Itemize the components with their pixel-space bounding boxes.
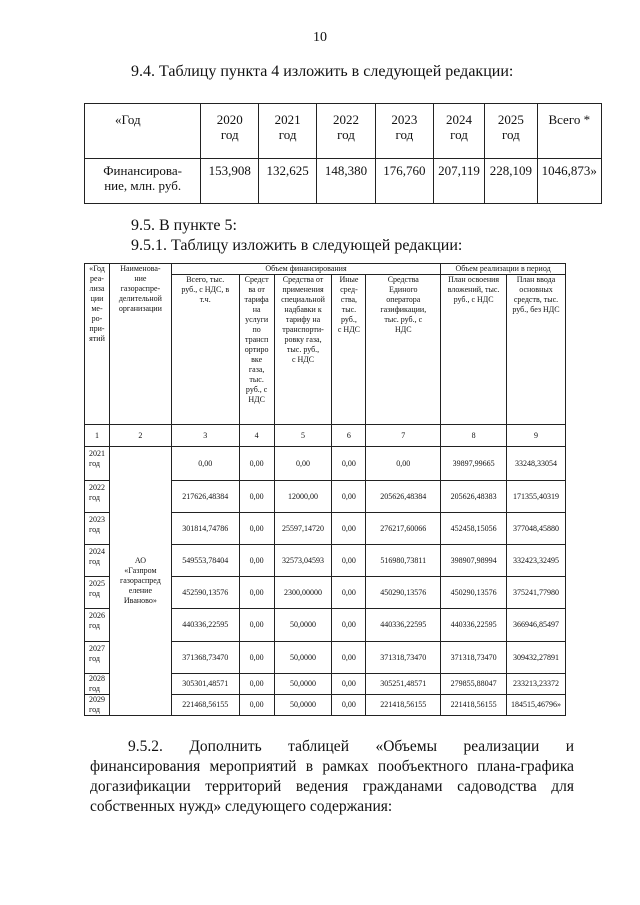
column-number: 6: [332, 425, 366, 447]
column-number: 8: [441, 425, 507, 447]
table-cell: 332423,32495: [507, 545, 566, 577]
table-header-cell: 2024 год: [433, 104, 484, 159]
table-cell: 233213,23372: [507, 674, 566, 695]
page-number: 10: [313, 30, 327, 45]
table-cell: 450290,13576: [366, 577, 441, 609]
table-cell: 0,00: [332, 695, 366, 716]
table-cell: 301814,74786: [171, 513, 239, 545]
section-9-5-1: 9.5.1. Таблицу изложить в следующей редакции:: [131, 237, 463, 254]
table-cell: 205626,48383: [441, 481, 507, 513]
header-tariff: Средст ва от тарифа на услуги по трансп ортиро вке газа, тыс. руб., с НДС: [239, 275, 274, 425]
table-header-cell: Всего *: [537, 104, 601, 159]
table-cell: 0,00: [239, 609, 274, 642]
column-number: 7: [366, 425, 441, 447]
table-cell: 305251,48571: [366, 674, 441, 695]
table-cell: 0,00: [332, 447, 366, 481]
table-cell: 33248,33054: [507, 447, 566, 481]
table-cell: 375241,77980: [507, 577, 566, 609]
column-number-row: [85, 425, 566, 447]
table-cell: 0,00: [239, 513, 274, 545]
table-cell: 366946,85497: [507, 609, 566, 642]
header-plan-investments: План освоения вложений, тыс. руб., с НДС: [441, 275, 507, 425]
table-cell: 1046,873»: [537, 159, 601, 204]
year-cell: 2028 год: [85, 674, 110, 695]
table-cell: 0,00: [239, 545, 274, 577]
table-cell: 0,00: [171, 447, 239, 481]
year-cell: 2026 год: [85, 609, 110, 642]
financing-table: [84, 103, 602, 204]
table-cell: 207,119: [433, 159, 484, 204]
table-row: [85, 447, 566, 481]
year-cell: 2025 год: [85, 577, 110, 609]
table-cell: 0,00: [332, 545, 366, 577]
table-cell: 440336,22595: [441, 609, 507, 642]
table-header-cell: 2025 год: [485, 104, 537, 159]
year-cell: 2021 год: [85, 447, 110, 481]
table-cell: 0,00: [274, 447, 332, 481]
year-cell: 2029 год: [85, 695, 110, 716]
table-header-cell: «Год: [85, 104, 201, 159]
header-other: Иные сред- ства, тыс. руб., с НДС: [332, 275, 366, 425]
column-number: 9: [507, 425, 566, 447]
table-cell: 50,0000: [274, 642, 332, 674]
table-cell: 228,109: [485, 159, 537, 204]
column-number: 5: [274, 425, 332, 447]
table-cell: 132,625: [259, 159, 317, 204]
table-cell: 12000,00: [274, 481, 332, 513]
table-cell: 50,0000: [274, 609, 332, 642]
table-cell: 0,00: [239, 447, 274, 481]
section-9-4: 9.4. Таблицу пункта 4 изложить в следующей редакции:: [131, 63, 514, 80]
table-cell: 452590,13576: [171, 577, 239, 609]
table-cell: 221468,56155: [171, 695, 239, 716]
table-cell: 0,00: [332, 481, 366, 513]
row-label: Финансирова- ние, млн. руб.: [85, 159, 201, 204]
table-cell: 0,00: [332, 609, 366, 642]
table-cell: 50,0000: [274, 674, 332, 695]
table-cell: 153,908: [201, 159, 259, 204]
table-cell: 371368,73470: [171, 642, 239, 674]
header-org: Наименова- ние газораспре- делительной организации: [109, 264, 171, 425]
table-header-cell: 2020 год: [201, 104, 259, 159]
table-cell: 50,0000: [274, 695, 332, 716]
column-number: 4: [239, 425, 274, 447]
table-cell: 305301,48571: [171, 674, 239, 695]
table-cell: 371318,73470: [366, 642, 441, 674]
year-cell: 2024 год: [85, 545, 110, 577]
table-cell: 440336,22595: [366, 609, 441, 642]
table-cell: 516980,73811: [366, 545, 441, 577]
table-cell: 221418,56155: [366, 695, 441, 716]
header-total: Всего, тыс. руб., с НДС, в т.ч.: [171, 275, 239, 425]
volume-table: [84, 263, 566, 716]
section-9-5-2: 9.5.2. Дополнить таблицей «Объемы реализации и финансирования мероприятий в рамках пообъектного плана-графика догазификации территорий ведения гражданами садоводства для собственных нужд» следующего содержания:: [90, 738, 574, 815]
table-cell: 217626,48384: [171, 481, 239, 513]
column-number: 2: [109, 425, 171, 447]
table-cell: 32573,04593: [274, 545, 332, 577]
table-cell: 0,00: [239, 642, 274, 674]
table-cell: 25597,14720: [274, 513, 332, 545]
table-cell: 0,00: [332, 513, 366, 545]
org-name: АО «Газпром газораспред еление Иваново»: [109, 447, 171, 716]
table-row: [85, 159, 602, 204]
header-financing: Объем финансирования: [171, 264, 440, 275]
table-cell: 440336,22595: [171, 609, 239, 642]
table-header-cell: 2022 год: [317, 104, 376, 159]
table-cell: 205626,48384: [366, 481, 441, 513]
table-cell: 0,00: [239, 695, 274, 716]
column-number: 1: [85, 425, 110, 447]
table-cell: 452458,15056: [441, 513, 507, 545]
table-cell: 39897,99665: [441, 447, 507, 481]
table-cell: 0,00: [239, 577, 274, 609]
table-cell: 377048,45880: [507, 513, 566, 545]
table-cell: 184515,46796»: [507, 695, 566, 716]
table-cell: 309432,27891: [507, 642, 566, 674]
table-cell: 148,380: [317, 159, 376, 204]
table-cell: 0,00: [366, 447, 441, 481]
header-year: «Год реа- лиза ции ме- ро- при- ятий: [85, 264, 110, 425]
year-cell: 2023 год: [85, 513, 110, 545]
table-cell: 279855,88047: [441, 674, 507, 695]
table-cell: 549553,78404: [171, 545, 239, 577]
header-special: Средства от применения специальной надбавки к тарифу на транспорти- ровку газа, тыс. руб., с НДС: [274, 275, 332, 425]
table-cell: 276217,60066: [366, 513, 441, 545]
column-number: 3: [171, 425, 239, 447]
table-header-cell: 2023 год: [375, 104, 433, 159]
table-header-cell: 2021 год: [259, 104, 317, 159]
table-cell: 176,760: [375, 159, 433, 204]
header-operator: Средства Единого оператора газификации, тыс. руб., с НДС: [366, 275, 441, 425]
section-9-5: 9.5. В пункте 5:: [131, 217, 237, 234]
header-plan-fixed-assets: План ввода основных средств, тыс. руб., без НДС: [507, 275, 566, 425]
table-cell: 0,00: [332, 674, 366, 695]
table-cell: 398907,98994: [441, 545, 507, 577]
header-realization: Объем реализации в период: [441, 264, 566, 275]
table-cell: 0,00: [239, 674, 274, 695]
table-cell: 171355,40319: [507, 481, 566, 513]
year-cell: 2022 год: [85, 481, 110, 513]
table-header-row: [85, 104, 602, 159]
table-cell: 371318,73470: [441, 642, 507, 674]
table-cell: 0,00: [332, 577, 366, 609]
table-header-row: [85, 264, 566, 275]
table-cell: 0,00: [239, 481, 274, 513]
table-cell: 0,00: [332, 642, 366, 674]
table-cell: 2300,00000: [274, 577, 332, 609]
year-cell: 2027 год: [85, 642, 110, 674]
table-cell: 450290,13576: [441, 577, 507, 609]
table-cell: 221418,56155: [441, 695, 507, 716]
